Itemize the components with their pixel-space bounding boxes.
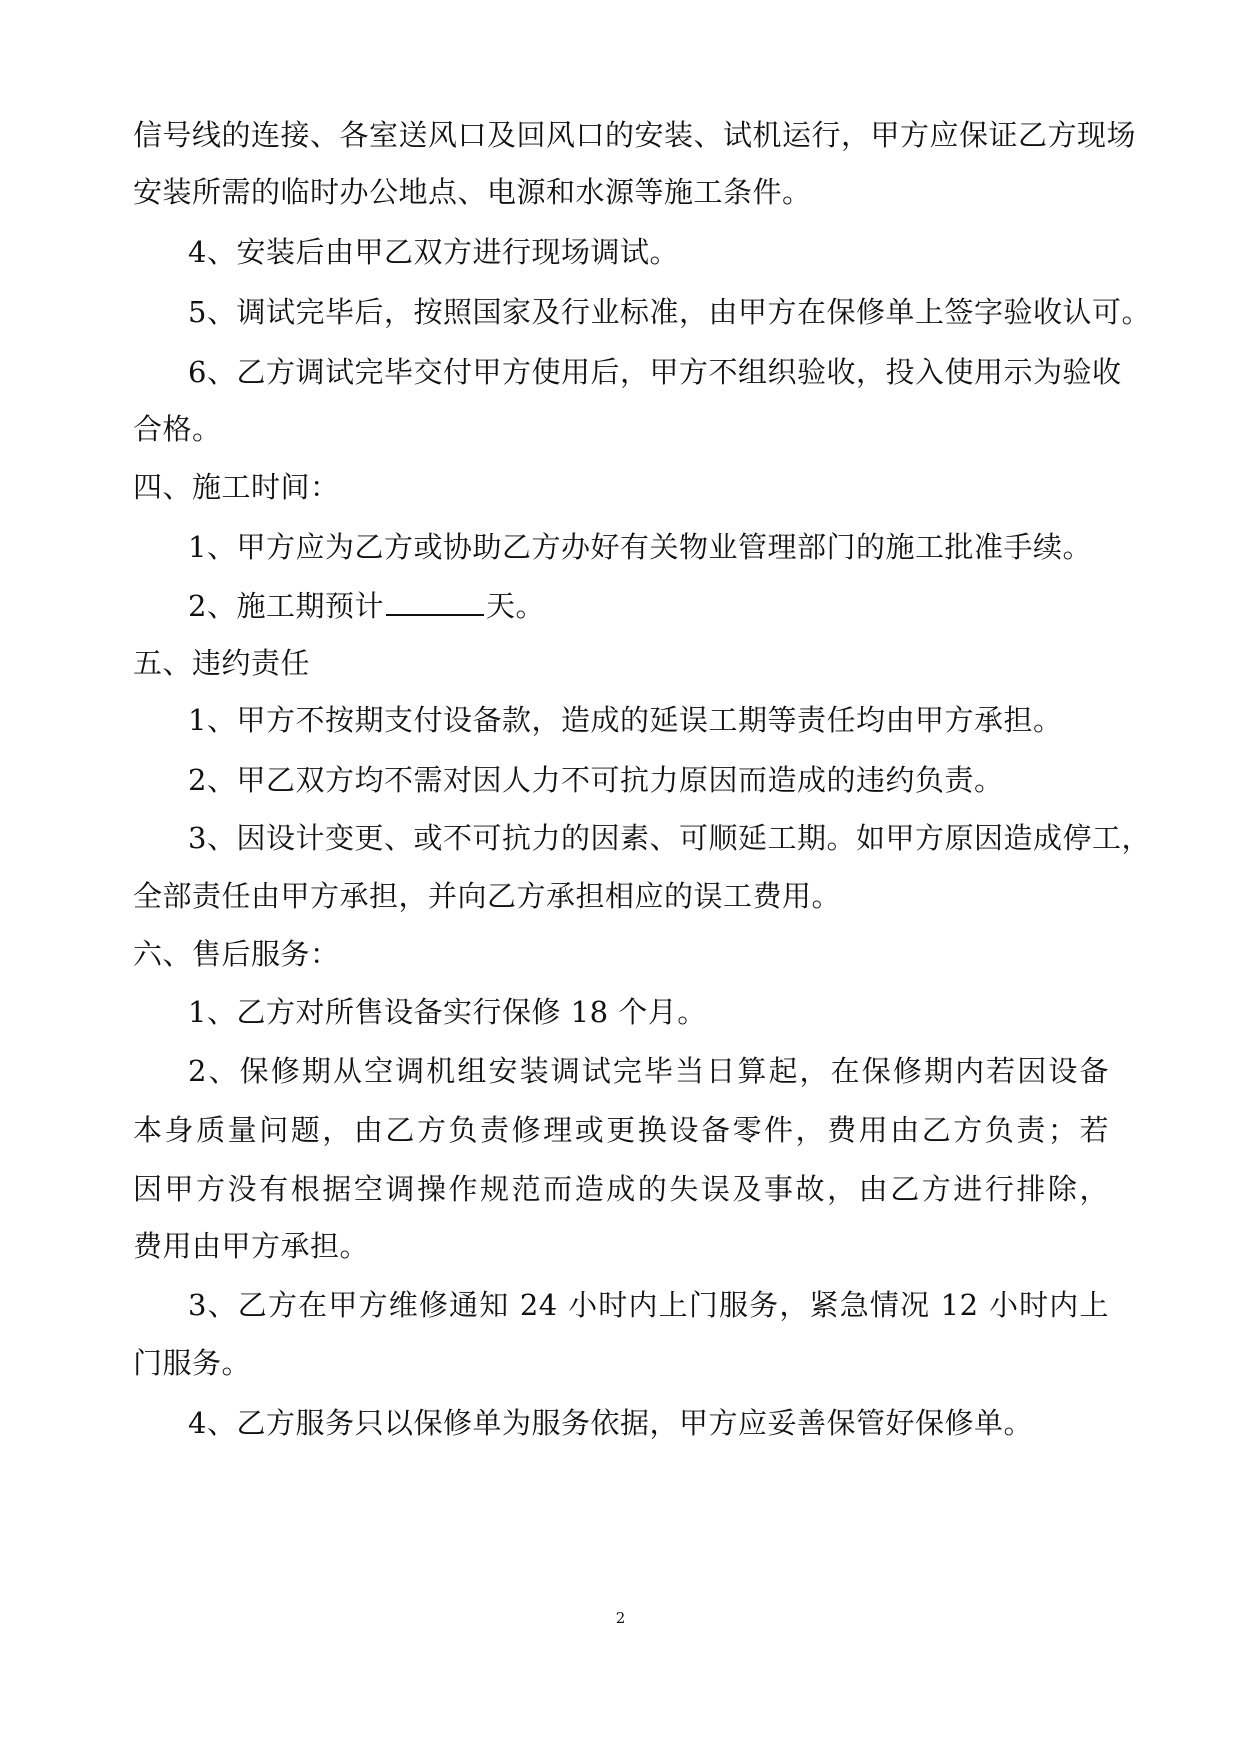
section-heading: 六、售后服务： — [133, 937, 340, 971]
clause-item: 2、甲乙双方均不需对因人力不可抗力原因而造成的违约负责。 — [188, 763, 1004, 797]
paragraph-line: 门服务。 — [133, 1346, 252, 1380]
clause-item: 1、乙方对所售设备实行保修 18 个月。 — [188, 995, 707, 1029]
paragraph-line: 信号线的连接、各室送风口及回风口的安装、试机运行，甲方应保证乙方现场 — [133, 118, 1137, 152]
clause-item: 4、安装后由甲乙双方进行现场调试。 — [188, 235, 679, 269]
paragraph-line: 安装所需的临时办公地点、电源和水源等施工条件。 — [133, 175, 812, 209]
paragraph-line: 合格。 — [133, 412, 222, 446]
clause-item: 4、乙方服务只以保修单为服务依据，甲方应妥善保管好保修单。 — [188, 1406, 1033, 1440]
section-heading: 五、违约责任 — [133, 646, 311, 680]
clause-item — [188, 584, 545, 626]
fill-in-blank — [386, 584, 484, 616]
clause-text: 天。 — [485, 589, 545, 623]
clause-item: 2、保修期从空调机组安装调试完毕当日算起，在保修期内若因设备 — [188, 1054, 1109, 1088]
paragraph-line: 费用由甲方承担。 — [133, 1229, 370, 1263]
section-heading: 四、施工时间： — [133, 470, 340, 504]
clause-text: 2、施工期预计 — [188, 589, 384, 623]
page-number: 2 — [615, 1609, 626, 1627]
paragraph-line: 本身质量问题，由乙方负责修理或更换设备零件，费用由乙方负责；若 — [133, 1113, 1109, 1147]
clause-item: 1、甲方应为乙方或协助乙方办好有关物业管理部门的施工批准手续。 — [188, 530, 1092, 564]
clause-item: 6、乙方调试完毕交付甲方使用后，甲方不组织验收，投入使用示为验收 — [188, 355, 1122, 389]
clause-item: 5、调试完毕后，按照国家及行业标准，由甲方在保修单上签字验收认可。 — [188, 295, 1151, 329]
paragraph-line: 全部责任由甲方承担，并向乙方承担相应的误工费用。 — [133, 879, 842, 913]
clause-item: 3、乙方在甲方维修通知 24 小时内上门服务，紧急情况 12 小时内上 — [188, 1288, 1109, 1322]
clause-item: 3、因设计变更、或不可抗力的因素、可顺延工期。如甲方原因造成停工， — [188, 821, 1151, 855]
clause-item: 1、甲方不按期支付设备款，造成的延误工期等责任均由甲方承担。 — [188, 703, 1063, 737]
paragraph-line: 因甲方没有根据空调操作规范而造成的失误及事故，由乙方进行排除， — [133, 1172, 1109, 1206]
